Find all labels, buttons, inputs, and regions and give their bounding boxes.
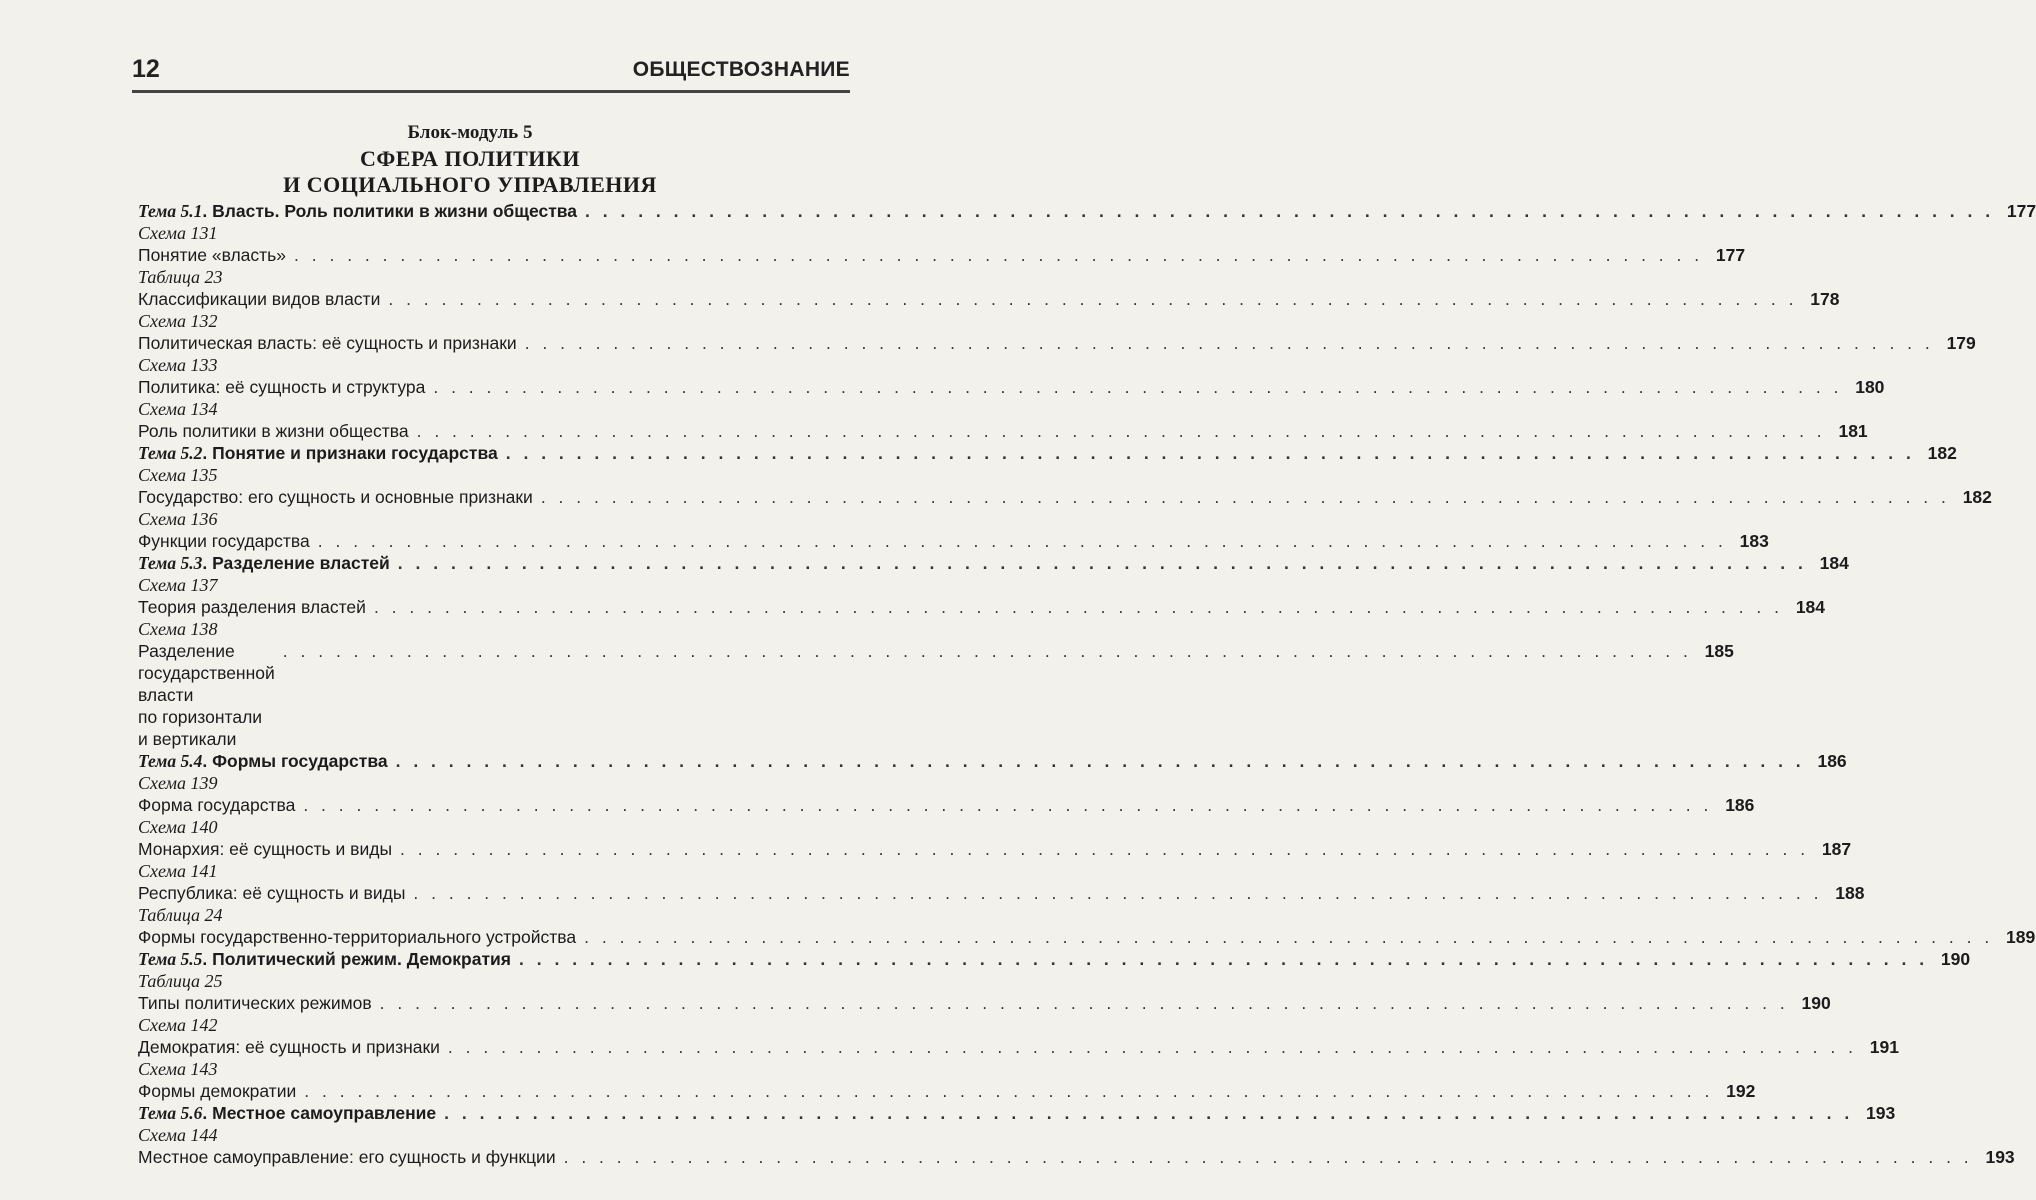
page-ref: 177 (2006, 201, 2036, 221)
topic-title: . Власть. Роль политики в жизни общества (202, 201, 578, 221)
topic-title: . Политический режим. Демократия (202, 949, 512, 969)
toc-entry-text: Формы государственно-территориального устройства (138, 927, 577, 947)
toc-topic-row[interactable] (138, 552, 1849, 574)
toc-figure-ref: Схема 131 (138, 223, 218, 243)
toc-entry-row[interactable] (138, 640, 1734, 750)
toc-figure-ref: Схема 136 (138, 509, 218, 529)
toc-entry-text: Функции государства (138, 531, 310, 551)
toc-entry-row[interactable] (138, 376, 1885, 398)
toc-entry-row[interactable] (138, 1080, 1756, 1102)
page-ref: 188 (1835, 883, 1865, 903)
dot-leader: . . . . . . . . . . . . . . . . . . . . . . . . . . . . . . . . . . . . . . . . . . . . . . . . . . . . . . . . . . . . . . . . . . . . . . . . . . . . . . . . (444, 1103, 1854, 1123)
dot-leader: . . . . . . . . . . . . . . . . . . . . . . . . . . . . . . . . . . . . . . . . . . . . . . . . . . . . . . . . . . . . . . . . . . . . . . . . . . . . . . . . (584, 927, 1994, 947)
topic-number: Тема 5.4 (138, 751, 203, 771)
dot-leader: . . . . . . . . . . . . . . . . . . . . . . . . . . . . . . . . . . . . . . . . . . . . . . . . . . . . . . . . . . . . . . . . . . . . . . . . . . . . . . . . (524, 333, 1934, 353)
page-ref: 193 (1985, 1147, 2015, 1167)
page-ref: 177 (1715, 245, 1746, 265)
toc-entry-text: Государство: его сущность и основные признаки (138, 487, 533, 507)
page-ref: 186 (1725, 795, 1755, 815)
toc-entry-text: Политическая власть: её сущность и признаки (138, 333, 517, 353)
page-ref: 179 (1946, 333, 1976, 353)
page-ref: 186 (1817, 751, 1847, 771)
toc-entry-row[interactable] (138, 530, 1769, 552)
toc-figure-ref: Схема 142 (138, 1015, 218, 1035)
toc-figure-ref: Таблица 23 (138, 267, 223, 287)
page-ref: 184 (1795, 597, 1826, 617)
dot-leader: . . . . . . . . . . . . . . . . . . . . . . . . . . . . . . . . . . . . . . . . . . . . . . . . . . . . . . . . . . . . . . . . . . . . . . . . . . . . . . . . (505, 443, 1915, 463)
toc-entry-text: Роль политики в жизни общества (138, 421, 409, 441)
toc-figure-ref: Схема 137 (138, 575, 218, 595)
toc-entry-text (138, 1102, 436, 1124)
toc-entry-row[interactable] (138, 486, 1992, 508)
page-ref: 190 (1801, 993, 1831, 1013)
toc-figure-ref: Схема 141 (138, 861, 218, 881)
toc-entry-row[interactable] (138, 926, 2036, 948)
dot-leader: . . . . . . . . . . . . . . . . . . . . . . . . . . . . . . . . . . . . . . . . . . . . . . . . . . . . . . . . . . . . . . . . . . . . . . . . . . . . . . . . (388, 289, 1798, 309)
page-ref: 181 (1838, 421, 1868, 441)
dot-leader: . . . . . . . . . . . . . . . . . . . . . . . . . . . . . . . . . . . . . . . . . . . . . . . . . . . . . . . . . . . . . . . . . . . . . . . . . . . . . . . . (519, 949, 1929, 969)
toc-entry-text: Форма государства (138, 795, 296, 815)
page-ref: 180 (1855, 377, 1885, 397)
toc-entry-text: Местное самоуправление: его сущность и функции (138, 1147, 556, 1167)
toc-topic-row[interactable] (138, 1102, 1896, 1124)
toc-topic-row[interactable] (138, 750, 1847, 772)
toc-entry-text: Теория разделения властей (138, 597, 366, 617)
dot-leader: . . . . . . . . . . . . . . . . . . . . . . . . . . . . . . . . . . . . . . . . . . . . . . . . . . . . . . . . . . . . . . . . . . . . . . . . . . . . . . . . (282, 641, 1692, 661)
page-ref: 187 (1821, 839, 1852, 859)
module-label: Блок-модуль 5 (407, 122, 533, 143)
dot-leader: . . . . . . . . . . . . . . . . . . . . . . . . . . . . . . . . . . . . . . . . . . . . . . . . . . . . . . . . . . . . . . . . . . . . . . . . . . . . . . . . (303, 795, 1713, 815)
dot-leader: . . . . . . . . . . . . . . . . . . . . . . . . . . . . . . . . . . . . . . . . . . . . . . . . . . . . . . . . . . . . . . . . . . . . . . . . . . . . . . . . (585, 201, 1995, 221)
toc-entry-text: Монархия: её сущность и виды (138, 839, 393, 859)
page-ref: 192 (1726, 1081, 1756, 1101)
dot-leader: . . . . . . . . . . . . . . . . . . . . . . . . . . . . . . . . . . . . . . . . . . . . . . . . . . . . . . . . . . . . . . . . . . . . . . . . . . . . . . . . (317, 531, 1727, 551)
topic-number: Тема 5.1 (138, 201, 203, 221)
toc-entry-text-line-2: по горизонтали и вертикали (138, 707, 263, 749)
topic-number: Тема 5.2 (138, 443, 203, 463)
toc-entry-text: Типы политических режимов (138, 993, 372, 1013)
dot-leader: . . . . . . . . . . . . . . . . . . . . . . . . . . . . . . . . . . . . . . . . . . . . . . . . . . . . . . . . . . . . . . . . . . . . . . . . . . . . . . . . (397, 553, 1807, 573)
toc-figure-ref: Таблица 25 (138, 971, 223, 991)
table-of-contents (138, 200, 2036, 1168)
dot-leader: . . . . . . . . . . . . . . . . . . . . . . . . . . . . . . . . . . . . . . . . . . . . . . . . . . . . . . . . . . . . . . . . . . . . . . . . . . . . . . . . (413, 883, 1823, 903)
section-title-line-2: И СОЦИАЛЬНОГО УПРАВЛЕНИЯ (283, 172, 657, 197)
toc-figure-ref: Схема 138 (138, 619, 218, 639)
toc-figure-ref: Схема 134 (138, 399, 218, 419)
toc-entry-text (138, 948, 511, 970)
page-ref: 178 (1810, 289, 1840, 309)
topic-number: Тема 5.3 (138, 553, 203, 573)
toc-entry-text (138, 552, 390, 574)
topic-number: Тема 5.6 (138, 1103, 203, 1123)
toc-entry-text (138, 442, 498, 464)
toc-entry-text (138, 200, 577, 222)
toc-figure-ref: Схема 140 (138, 817, 218, 837)
toc-entry-text (138, 750, 388, 772)
dot-leader: . . . . . . . . . . . . . . . . . . . . . . . . . . . . . . . . . . . . . . . . . . . . . . . . . . . . . . . . . . . . . . . . . . . . . . . . . . . . . . . . (294, 245, 1704, 265)
toc-entry-row[interactable] (138, 992, 1831, 1014)
toc-entry-text: Республика: её сущность и виды (138, 883, 406, 903)
page-ref: 193 (1866, 1103, 1896, 1123)
toc-entry-text: Демократия: её сущность и признаки (138, 1037, 440, 1057)
toc-figure-ref: Схема 143 (138, 1059, 218, 1079)
page-ref: 189 (2006, 927, 2036, 947)
page-ref: 183 (1739, 531, 1769, 551)
page-header (0, 0, 900, 110)
dot-leader: . . . . . . . . . . . . . . . . . . . . . . . . . . . . . . . . . . . . . . . . . . . . . . . . . . . . . . . . . . . . . . . . . . . . . . . . . . . . . . . . (563, 1147, 1973, 1167)
toc-figure-ref: Таблица 24 (138, 905, 223, 925)
toc-topic-row[interactable] (138, 442, 1957, 464)
page-ref: 182 (1927, 443, 1957, 463)
topic-title: . Формы государства (202, 751, 388, 771)
dot-leader: . . . . . . . . . . . . . . . . . . . . . . . . . . . . . . . . . . . . . . . . . . . . . . . . . . . . . . . . . . . . . . . . . . . . . . . . . . . . . . . . (395, 751, 1805, 771)
page-ref: 182 (1962, 487, 1992, 507)
toc-entry-row[interactable] (138, 882, 1865, 904)
toc-entry-text-line-1: Разделение государственной власти (138, 641, 275, 705)
topic-title: . Понятие и признаки государства (202, 443, 498, 463)
toc-entry-text: Политика: её сущность и структура (138, 377, 426, 397)
page-ref: 190 (1940, 949, 1971, 969)
toc-topic-row[interactable] (138, 948, 1971, 970)
book-title: ОБЩЕСТВОЗНАНИЕ (632, 58, 850, 81)
dot-leader: . . . . . . . . . . . . . . . . . . . . . . . . . . . . . . . . . . . . . . . . . . . . . . . . . . . . . . . . . . . . . . . . . . . . . . . . . . . . . . . . (540, 487, 1950, 507)
page-ref: 191 (1869, 1037, 1899, 1057)
dot-leader: . . . . . . . . . . . . . . . . . . . . . . . . . . . . . . . . . . . . . . . . . . . . . . . . . . . . . . . . . . . . . . . . . . . . . . . . . . . . . . . . (416, 421, 1826, 441)
toc-entry-row[interactable] (138, 420, 1868, 442)
page-ref: 185 (1704, 641, 1734, 661)
dot-leader: . . . . . . . . . . . . . . . . . . . . . . . . . . . . . . . . . . . . . . . . . . . . . . . . . . . . . . . . . . . . . . . . . . . . . . . . . . . . . . . . (379, 993, 1789, 1013)
toc-entry-row[interactable] (138, 794, 1755, 816)
topic-title: . Разделение властей (202, 553, 390, 573)
dot-leader: . . . . . . . . . . . . . . . . . . . . . . . . . . . . . . . . . . . . . . . . . . . . . . . . . . . . . . . . . . . . . . . . . . . . . . . . . . . . . . . . (433, 377, 1843, 397)
toc-entry-row[interactable] (138, 244, 1746, 266)
toc-entry-text: Классификации видов власти (138, 289, 381, 309)
toc-entry-text (138, 640, 275, 750)
toc-entry-text: Формы демократии (138, 1081, 297, 1101)
toc-figure-ref: Схема 132 (138, 311, 218, 331)
toc-figure-ref: Схема 133 (138, 355, 218, 375)
toc-figure-ref: Схема 135 (138, 465, 218, 485)
dot-leader: . . . . . . . . . . . . . . . . . . . . . . . . . . . . . . . . . . . . . . . . . . . . . . . . . . . . . . . . . . . . . . . . . . . . . . . . . . . . . . . . (373, 597, 1784, 617)
toc-entry-row[interactable] (138, 1146, 2015, 1168)
dot-leader: . . . . . . . . . . . . . . . . . . . . . . . . . . . . . . . . . . . . . . . . . . . . . . . . . . . . . . . . . . . . . . . . . . . . . . . . . . . . . . . . (400, 839, 1810, 859)
toc-entry-row[interactable] (138, 1036, 1899, 1058)
toc-entry-text: Понятие «власть» (138, 245, 287, 265)
toc-entry-row[interactable] (138, 838, 1852, 860)
page-ref: 184 (1819, 553, 1849, 573)
header-rule (132, 90, 850, 93)
toc-figure-ref: Схема 144 (138, 1125, 218, 1145)
topic-number: Тема 5.5 (138, 949, 203, 969)
dot-leader: . . . . . . . . . . . . . . . . . . . . . . . . . . . . . . . . . . . . . . . . . . . . . . . . . . . . . . . . . . . . . . . . . . . . . . . . . . . . . . . . (304, 1081, 1714, 1101)
toc-figure-ref: Схема 139 (138, 773, 218, 793)
dot-leader: . . . . . . . . . . . . . . . . . . . . . . . . . . . . . . . . . . . . . . . . . . . . . . . . . . . . . . . . . . . . . . . . . . . . . . . . . . . . . . . . (447, 1037, 1857, 1057)
toc-entry-row[interactable] (138, 332, 1976, 354)
toc-entry-row[interactable] (138, 596, 1826, 618)
section-title-line-1: СФЕРА ПОЛИТИКИ (360, 146, 580, 171)
page-number: 12 (132, 55, 160, 83)
toc-topic-row[interactable] (138, 200, 2036, 222)
topic-title: . Местное самоуправление (202, 1103, 437, 1123)
toc-entry-row[interactable] (138, 288, 1840, 310)
